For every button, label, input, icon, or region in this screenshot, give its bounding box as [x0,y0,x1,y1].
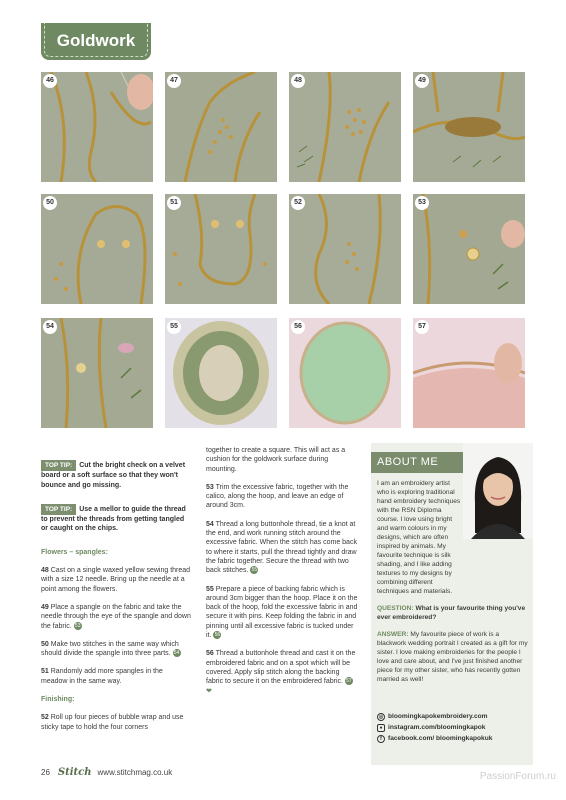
step-number: 50 [41,640,49,648]
step-photo-56 [289,318,401,428]
photo-number: 50 [43,196,57,210]
tip-text: Use a mellor to guide the thread to prevent the threads from getting tangled or caught on the chips. [41,505,186,533]
step-52 [41,713,191,732]
step-51 [41,667,191,686]
photo-47-image [165,72,277,182]
question-label: QUESTION: [377,605,414,612]
step-text: Thread a long buttonhole thread, tie a knot at the end, and work running stitch around the excessive fabric. When the stitch has come back to where it starts, pull the thread tightly and draw the fabric together. Secure the thread with two back stitches. [206,520,357,575]
step-photo-54 [41,318,153,428]
step-number: 53 [206,483,214,491]
step-text: Roll up four pieces of bubble wrap and use sticky tape to hold the four corners [41,714,184,731]
step-photo-48 [289,72,401,182]
photo-ref-icon: 54 [173,650,180,657]
photo-number: 55 [167,320,181,334]
step-number: 56 [206,650,214,658]
step-49 [41,603,191,631]
top-tip-1 [41,460,191,490]
page-number: 26 [41,768,50,777]
tip-label: TOP TIP: [41,504,76,515]
question-text: What is your favourite thing you've ever embroidered? [377,605,526,621]
photo-ref-icon: 53 [74,622,81,629]
step-53 [206,483,358,511]
photo-57-image [413,318,525,428]
step-photo-50 [41,194,153,304]
step-number: 51 [41,668,49,676]
author-bio: I am an embroidery artist who is exploring traditional hand embroidery techniques with the RSN Diploma course. I love using bright and warm colours in my designs, which are often inspired by animals. My favourite technique is silk shading, and I like adding textures to my designs by combining different techniques and materials. [377,480,461,595]
step-50 [41,640,191,659]
photo-number: 57 [415,320,429,334]
photo-46-image [41,72,153,182]
photo-51-image [165,194,277,304]
step-text: Make two stitches in the same way which should divide the spangle into three parts. [41,640,179,658]
question [377,604,529,622]
step-56 [206,649,358,695]
step-photo-52 [289,194,401,304]
step-text: Thread a buttonhole thread and cast it on the embroidered fabric and on a spot which will be covered. Apply slip stitch along the backing fabric to secure it on the embroidered fabric. [206,650,356,686]
step-number: 52 [41,714,49,722]
step-photo-47 [165,72,277,182]
link-text: facebook.com/ bloomingkapokuk [388,735,493,742]
flowers-heading: Flowers – spangles: [41,548,108,556]
step-photo-55 [165,318,277,428]
step-photo-53 [413,194,525,304]
globe-icon: ◎ [378,713,384,720]
tip-text: Cut the bright check on a velvet board or a soft surface so that they won't bounce and go missing. [41,462,186,489]
step-text: Cast on a single waxed yellow sewing thread with a size 12 needle. Bring up the needle at a point among the flowers. [41,567,191,593]
photo-number: 46 [43,74,57,88]
photo-49-image [413,72,525,182]
website-link[interactable] [377,711,529,722]
photo-56-image [289,318,401,428]
answer-text: My favourite piece of work is a blackwork wedding portrait I created as a gift for my sister. I love making embroideries for the people I love and care about, and I've just finished another piece for my other sister, who has recently gotten married as well! [377,631,528,683]
about-heading: ABOUT ME [371,452,463,473]
answer [377,630,529,684]
photo-number: 48 [291,74,305,88]
photo-number: 56 [291,320,305,334]
photo-number: 54 [43,320,57,334]
text-column-2 [206,446,358,705]
step-55 [206,585,358,641]
magazine-logo: Stitch [57,767,92,778]
magazine-url: www.stitchmag.co.uk [97,768,173,777]
page-footer [41,767,172,778]
about-body [377,479,529,692]
photo-54-image [41,318,153,428]
step-text: Place a spangle on the fabric and take the needle through the eye of the spangle and down the fabric. [41,603,191,630]
photo-number: 52 [291,196,305,210]
step-48 [41,566,191,594]
photo-55-image [165,318,277,428]
step-photo-57 [413,318,525,428]
photo-number: 53 [415,196,429,210]
step-text: Prepare a piece of backing fabric which is around 3cm bigger than the hoop. Place it on the back of the hoop, fold the excessive fabric in and secure it with pins. Keep folding the fabric in and pinning until all excessive fabric is tucked under it. [206,585,358,640]
tip-label: TOP TIP: [41,460,76,471]
photo-number: 51 [167,196,181,210]
step-photo-49 [413,72,525,182]
step-52-continued: together to create a square. This will act as a cushion for the goldwork surface during mounting. [206,447,346,473]
photo-number: 49 [415,74,429,88]
step-text: Trim the excessive fabric, together with the calico, along the hoop, and leave an edge of around 3cm. [206,483,349,510]
photo-ref-icon: 56 [214,632,221,639]
about-me-panel [371,443,533,765]
link-text: instagram.com/bloomingkapok [388,724,486,731]
photo-52-image [289,194,401,304]
text-column-1 [41,460,191,741]
photo-number: 47 [167,74,181,88]
step-number: 48 [41,567,49,575]
photo-ref-icon: 55 [251,567,258,574]
photo-53-image [413,194,525,304]
step-number: 49 [41,603,49,611]
heart-icon: ❤ [206,687,212,695]
author-links [377,711,529,744]
step-54 [206,520,358,576]
top-tip-2 [41,504,191,534]
photo-50-image [41,194,153,304]
instagram-link[interactable] [377,722,529,733]
answer-label: ANSWER: [377,631,409,638]
step-photo-51 [165,194,277,304]
photo-ref-icon: 57 [346,678,352,685]
watermark: PassionForum.ru [479,771,556,782]
section-tab [41,23,151,60]
step-text: Randomly add more spangles in the meadow in the same way. [41,668,163,685]
step-photo-46 [41,72,153,182]
instagram-icon: ● [377,724,385,732]
facebook-icon: f [377,735,385,743]
finishing-heading: Finishing: [41,696,75,704]
photo-48-image [289,72,401,182]
link-text: bloomingkapokembroidery.com [388,713,488,720]
step-number: 54 [206,520,214,528]
step-number: 55 [206,585,214,593]
section-title: Goldwork [56,31,136,50]
facebook-link[interactable] [377,733,529,744]
